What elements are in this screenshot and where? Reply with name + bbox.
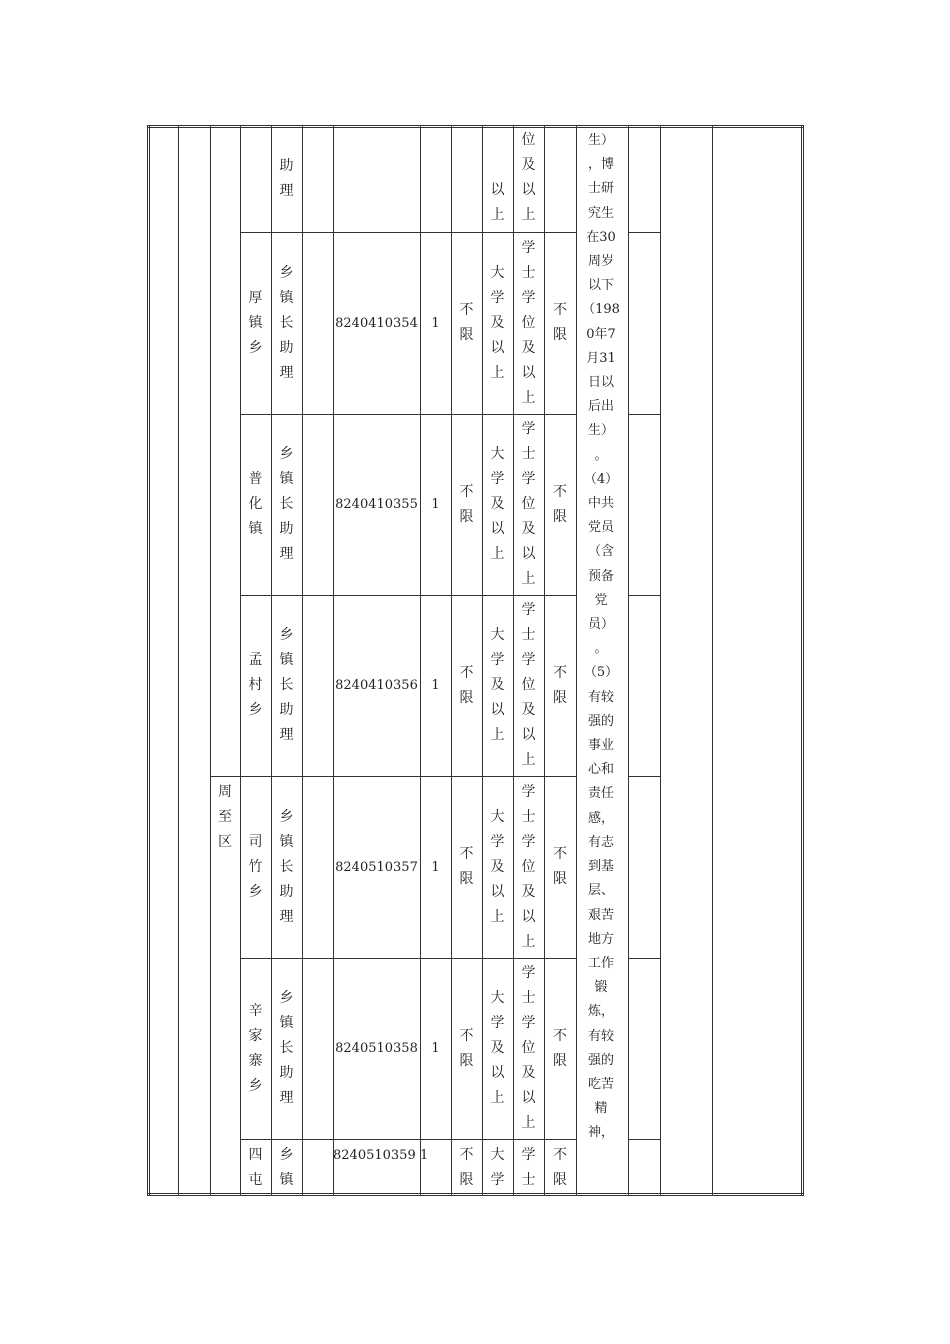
requirements-line: 有较 [587, 1028, 614, 1044]
code-cell-text: 8240410356 [335, 678, 418, 693]
glyph: 学 [521, 602, 536, 618]
glyph: 学 [521, 421, 536, 437]
requirements-line: 以下 [587, 278, 614, 294]
count-cell [420, 595, 451, 776]
glyph: 限 [459, 508, 474, 525]
glyph: 位 [521, 677, 536, 693]
glyph: 大 [490, 627, 505, 643]
code-cell-text: 8240510357 [335, 859, 418, 875]
glyph: 限 [553, 327, 567, 343]
glyph: 化 [248, 496, 263, 512]
glyph: 及 [490, 677, 505, 693]
count-cell [420, 776, 451, 958]
glyph: 以 [490, 339, 505, 356]
requirements-line: 究生 [587, 205, 614, 221]
glyph: 乡 [279, 264, 294, 281]
glyph: 镇 [279, 471, 294, 487]
glyph: 以 [490, 883, 505, 900]
glyph: 及 [521, 883, 536, 900]
glyph: 村 [248, 677, 263, 693]
requirements-line: ，博 [587, 157, 614, 173]
requirements-line: 强的 [587, 1052, 614, 1068]
glyph: 大 [490, 1147, 505, 1163]
glyph: 理 [279, 182, 294, 199]
glyph: 不 [553, 302, 567, 318]
degree-cell [513, 232, 544, 414]
requirements-line: 感， [587, 810, 614, 826]
requirements-line: 后出 [587, 399, 614, 415]
glyph: 学 [521, 239, 536, 256]
glyph: 士 [521, 1172, 536, 1188]
requirements-line: 有较 [587, 689, 614, 705]
glyph: 不 [459, 846, 474, 862]
glyph: 以 [490, 521, 505, 537]
glyph: 不 [553, 483, 567, 500]
requirements-line: 预备 [587, 568, 614, 584]
requirements-line: 吃苦 [587, 1076, 614, 1092]
requirements-line: 党 [594, 592, 608, 608]
requirements-line: 生） [587, 423, 614, 439]
other-cell [544, 595, 576, 776]
glyph: 学 [521, 471, 536, 487]
glyph: 家 [248, 1027, 263, 1044]
glyph: 周 [218, 784, 232, 800]
glyph: 乡 [279, 808, 294, 825]
count-cell-text: 1 [431, 497, 440, 512]
glyph: 大 [490, 264, 505, 281]
glyph: 不 [459, 483, 474, 500]
requirements-text [576, 129, 626, 1146]
glyph: 乡 [279, 990, 294, 1006]
glyph: 长 [279, 496, 294, 512]
glyph: 学 [490, 833, 505, 850]
glyph: 学 [490, 1015, 505, 1031]
glyph: 乡 [248, 1077, 263, 1094]
education-cell [482, 595, 513, 776]
other-cell [544, 414, 576, 595]
glyph: 及 [521, 702, 536, 718]
glyph: 限 [553, 689, 567, 706]
glyph: 及 [521, 1065, 536, 1081]
glyph: 屯 [248, 1172, 263, 1188]
code-cell-text: 8240410355 [335, 497, 418, 512]
glyph: 助 [279, 521, 294, 537]
glyph: 以 [521, 364, 536, 381]
glyph: 镇 [279, 833, 294, 850]
glyph: 长 [279, 677, 294, 693]
glyph: 司 [248, 833, 263, 850]
glyph: 上 [521, 1115, 536, 1131]
requirements-line: 日以 [587, 375, 614, 391]
glyph: 上 [521, 207, 536, 223]
glyph: 限 [459, 871, 474, 887]
glyph: 学 [521, 965, 536, 981]
glyph: 以 [490, 702, 505, 718]
glyph: 理 [279, 1090, 294, 1106]
glyph: 及 [521, 339, 536, 356]
glyph: 位 [521, 314, 536, 331]
unit-cell [240, 958, 271, 1139]
count-cell [420, 1139, 451, 1196]
glyph: 以 [521, 908, 536, 925]
requirements-line: 有志 [587, 834, 614, 850]
requirements-line: 强的 [587, 713, 614, 729]
position-cell [271, 595, 302, 776]
glyph: 大 [490, 990, 505, 1006]
glyph: 位 [521, 1040, 536, 1056]
glyph: 位 [521, 858, 536, 875]
other-cell [544, 1139, 576, 1196]
code-cell [333, 595, 420, 776]
glyph: 不 [553, 1027, 567, 1044]
glyph: 乡 [279, 627, 294, 643]
major-cell [451, 958, 482, 1139]
glyph: 不 [459, 664, 474, 681]
glyph: 乡 [248, 339, 263, 356]
requirements-line: （4） [583, 471, 619, 487]
glyph: 普 [248, 471, 263, 487]
glyph: 以 [490, 1065, 505, 1081]
requirements-line: 精 [594, 1101, 608, 1117]
glyph: 以 [521, 546, 536, 562]
unit-cell [240, 1139, 271, 1196]
requirements-line: 到基 [587, 859, 614, 875]
requirements-line: 锻 [594, 980, 608, 996]
other-cell [544, 958, 576, 1139]
glyph: 至 [218, 809, 232, 825]
requirements-line: 工作 [587, 955, 614, 971]
requirements-line: 生） [587, 133, 614, 148]
glyph: 位 [521, 132, 536, 148]
requirements-line: 员） [587, 617, 614, 633]
glyph: 不 [459, 1147, 474, 1163]
requirements-line: （5） [583, 665, 619, 681]
count-cell [420, 232, 451, 414]
position-cell [271, 414, 302, 595]
requirements-line: 士研 [587, 181, 614, 197]
education-continuation [482, 125, 513, 232]
glyph: 以 [521, 1090, 536, 1106]
other-cell [544, 232, 576, 414]
glyph: 大 [490, 446, 505, 462]
education-cell [482, 414, 513, 595]
glyph: 上 [521, 571, 536, 587]
requirements-line: 艰苦 [587, 907, 614, 923]
glyph: 上 [490, 908, 505, 925]
glyph: 助 [279, 702, 294, 718]
glyph: 及 [490, 858, 505, 875]
glyph: 乡 [248, 702, 263, 718]
code-cell [333, 958, 420, 1139]
requirements-line: （198 [582, 302, 620, 318]
glyph: 及 [490, 314, 505, 331]
glyph: 及 [521, 521, 536, 537]
unit-cell [240, 595, 271, 776]
glyph: 及 [490, 496, 505, 512]
requirements-line: 在30 [586, 229, 616, 245]
glyph: 助 [279, 157, 294, 174]
glyph: 长 [279, 314, 294, 331]
major-cell [451, 595, 482, 776]
glyph: 孟 [248, 652, 263, 668]
glyph: 限 [553, 871, 567, 887]
glyph: 不 [553, 846, 567, 862]
count-cell [420, 414, 451, 595]
unit-cell [240, 414, 271, 595]
glyph: 上 [521, 389, 536, 406]
position-continuation [271, 125, 302, 232]
code-cell-text: 8240410354 [335, 315, 418, 331]
glyph: 士 [521, 446, 536, 462]
glyph: 辛 [248, 1002, 263, 1019]
glyph: 学 [521, 652, 536, 668]
glyph: 上 [490, 207, 505, 223]
count-cell [420, 958, 451, 1139]
glyph: 学 [490, 289, 505, 306]
glyph: 学 [521, 289, 536, 306]
major-cell [451, 1139, 482, 1196]
glyph: 以 [521, 182, 536, 198]
glyph: 理 [279, 727, 294, 743]
glyph: 镇 [279, 1015, 294, 1031]
education-cell [482, 1139, 513, 1196]
code-cell-text: 8240510358 [335, 1041, 418, 1056]
education-cell [482, 958, 513, 1139]
glyph: 位 [521, 496, 536, 512]
glyph: 上 [490, 1090, 505, 1106]
glyph: 以 [490, 182, 505, 198]
requirements-line: 责任 [587, 786, 614, 802]
major-cell [451, 232, 482, 414]
glyph: 理 [279, 908, 294, 925]
requirements-line: 地方 [587, 931, 614, 947]
glyph: 乡 [279, 1147, 294, 1163]
code-cell [333, 1139, 420, 1196]
glyph: 及 [521, 157, 536, 173]
glyph: 上 [490, 546, 505, 562]
requirements-line: 月31 [586, 350, 616, 366]
requirements-line: 层、 [587, 883, 614, 899]
glyph: 寨 [248, 1052, 263, 1069]
glyph: 以 [521, 727, 536, 743]
unit-cell [240, 232, 271, 414]
requirements-line: 。 [594, 641, 608, 657]
glyph: 学 [521, 1147, 536, 1163]
position-cell [271, 958, 302, 1139]
glyph: 限 [553, 508, 567, 525]
glyph: 四 [248, 1147, 263, 1163]
glyph: 上 [490, 727, 505, 743]
glyph: 镇 [279, 289, 294, 306]
education-cell [482, 232, 513, 414]
requirements-line: 党员 [587, 520, 614, 536]
unit-cell [240, 776, 271, 958]
recruitment-table [147, 125, 804, 1196]
degree-cell [513, 958, 544, 1139]
degree-cell [513, 595, 544, 776]
glyph: 镇 [279, 652, 294, 668]
glyph: 士 [521, 990, 536, 1006]
code-cell [333, 232, 420, 414]
glyph: 区 [218, 834, 232, 850]
glyph: 助 [279, 883, 294, 900]
glyph: 乡 [279, 446, 294, 462]
glyph: 学 [521, 783, 536, 800]
requirements-line: 炼， [587, 1004, 614, 1020]
glyph: 竹 [248, 858, 263, 875]
glyph: 限 [553, 1172, 567, 1188]
glyph: 镇 [248, 521, 263, 537]
glyph: 不 [459, 302, 474, 318]
glyph: 学 [490, 1172, 505, 1188]
glyph: 士 [521, 627, 536, 643]
glyph: 助 [279, 339, 294, 356]
degree-cell [513, 776, 544, 958]
glyph: 大 [490, 808, 505, 825]
degree-continuation [513, 125, 544, 232]
glyph: 及 [490, 1040, 505, 1056]
glyph: 理 [279, 546, 294, 562]
glyph: 学 [490, 471, 505, 487]
glyph: 上 [490, 364, 505, 381]
code-cell [333, 776, 420, 958]
glyph: 学 [521, 1015, 536, 1031]
requirements-line: 事业 [587, 738, 614, 754]
requirements-line: 神， [587, 1125, 614, 1141]
position-cell [271, 232, 302, 414]
district-cell [210, 776, 240, 1196]
count-cell-text: 1 [431, 1041, 440, 1056]
glyph: 士 [521, 808, 536, 825]
glyph: 限 [459, 689, 474, 706]
glyph: 理 [279, 364, 294, 381]
position-cell [271, 776, 302, 958]
degree-cell [513, 1139, 544, 1196]
code-cell-text: 8240510359 [333, 1148, 416, 1163]
glyph: 限 [459, 1052, 474, 1069]
glyph: 不 [459, 1027, 474, 1044]
glyph: 士 [521, 264, 536, 281]
requirements-line: 中共 [587, 496, 614, 512]
requirements-line: （含 [587, 544, 614, 560]
glyph: 长 [279, 858, 294, 875]
count-cell-text: 1 [431, 315, 440, 331]
code-cell [333, 414, 420, 595]
glyph: 限 [553, 1052, 567, 1069]
glyph: 镇 [248, 314, 263, 331]
glyph: 学 [521, 833, 536, 850]
other-cell [544, 776, 576, 958]
glyph: 镇 [279, 1172, 294, 1188]
glyph: 不 [553, 664, 567, 681]
requirements-line: 。 [594, 447, 608, 463]
requirements-line: 心和 [587, 762, 614, 778]
glyph: 厚 [248, 289, 263, 306]
glyph: 限 [459, 327, 474, 343]
glyph: 乡 [248, 883, 263, 900]
glyph: 助 [279, 1065, 294, 1081]
major-cell [451, 776, 482, 958]
education-cell [482, 776, 513, 958]
degree-cell [513, 414, 544, 595]
count-cell-text: 1 [420, 1148, 429, 1163]
count-cell-text: 1 [431, 859, 440, 875]
count-cell-text: 1 [431, 678, 440, 693]
major-cell [451, 414, 482, 595]
glyph: 上 [521, 752, 536, 768]
glyph: 限 [459, 1172, 474, 1188]
position-cell [271, 1139, 302, 1196]
glyph: 上 [521, 933, 536, 950]
glyph: 长 [279, 1040, 294, 1056]
requirements-line: 周岁 [587, 254, 614, 270]
requirements-line: 0年7 [586, 326, 616, 342]
glyph: 学 [490, 652, 505, 668]
glyph: 不 [553, 1147, 567, 1163]
